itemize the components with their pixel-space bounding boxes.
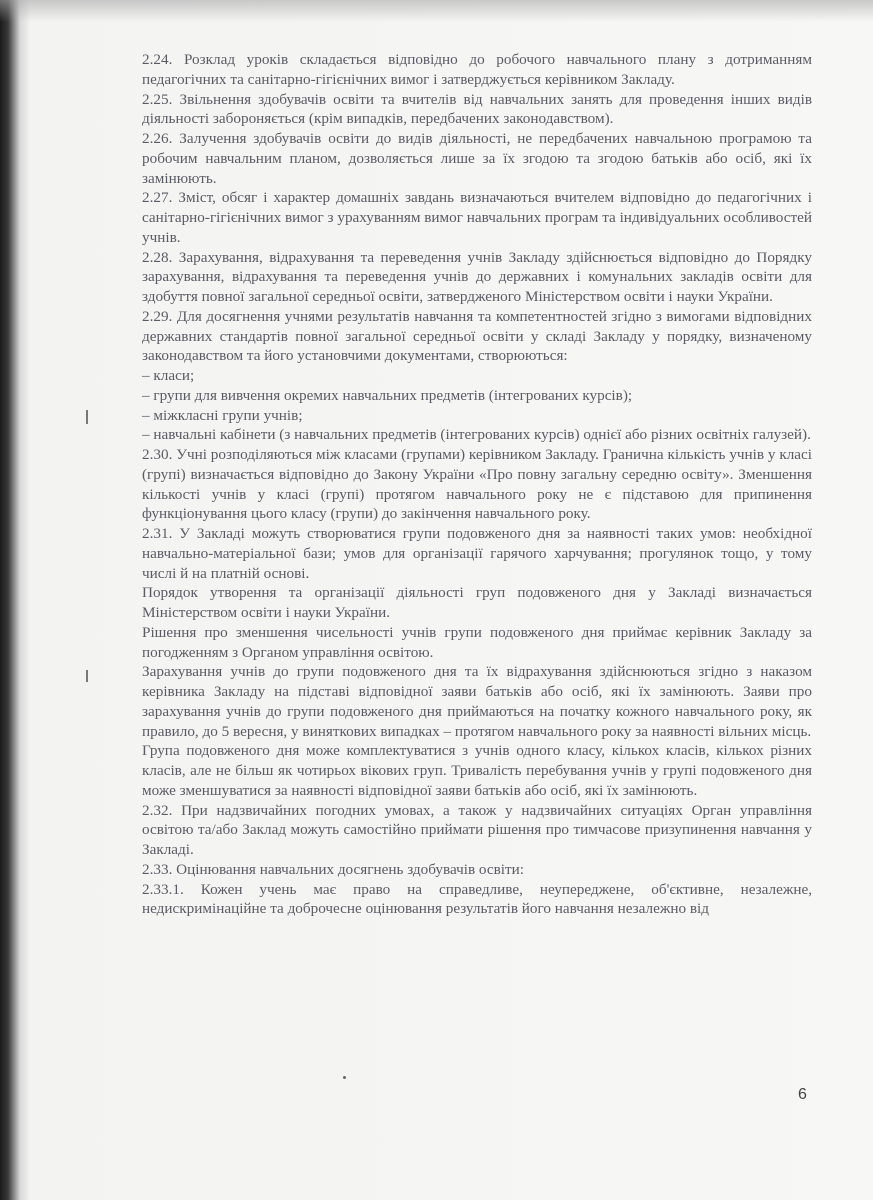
paragraph-2-28: 2.28. Зарахування, відрахування та переведення учнів Закладу здійснюється відповідно до Порядку зарахування, відрахування та переведення учнів до державних і комунальних закладів освіти для здобуття повної загальної середньої освіти, затвердженого Міністерством освіти і науки України. xyxy=(142,248,812,305)
paragraph-2-27: 2.27. Зміст, обсяг і характер домашніх завдань визначаються вчителем відповідно до педагогічних і санітарно-гігієнічних вимог з урахуванням вимог навчальних програм та індивідуальних особливостей учнів. xyxy=(142,189,812,246)
paragraph-2-33-1: 2.33.1. Кожен учень має право на справедливе, неупереджене, об'єктивне, незалежне, недискримінаційне та доброчесне оцінювання результатів його навчання незалежно від xyxy=(142,880,812,918)
paragraph-2-31: 2.31. У Закладі можуть створюватися групи подовженого дня за наявності таких умов: необхідної навчально-матеріальної бази; умов для організації гарячого харчування; прогулянок тощо, у тому числі й на платній основі. xyxy=(142,525,812,582)
scan-mark xyxy=(86,410,88,424)
list-item: – групи для вивчення окремих навчальних предметів (інтегрованих курсів); xyxy=(142,386,633,404)
list-item: – класи; xyxy=(142,367,195,384)
page-number: 6 xyxy=(798,1086,807,1103)
paragraph: Порядок утворення та організації діяльності груп подовженого дня у Закладі визначається Міністерством освіти і науки України. xyxy=(142,584,812,621)
scan-speck xyxy=(343,1076,346,1079)
paragraph-2-24: 2.24. Розклад уроків складається відповідно до робочого навчального плану з дотриманням педагогічних та санітарно-гігієнічних вимог і затверджується керівником Закладу. xyxy=(142,51,812,88)
document-body xyxy=(142,50,812,919)
scan-top-shadow xyxy=(0,0,873,22)
paragraph: Група подовженого дня може комплектуватися з учнів одного класу, кількох класів, кількох різних класів, але не більш як чотирьох вікових груп. Тривалість перебування учнів у групі подовженого дня може зменшуватися за наявності відповідної заяви батьків або осіб, які їх замінюють. xyxy=(142,742,812,799)
paragraph-2-26: 2.26. Залучення здобувачів освіти до видів діяльності, не передбачених навчальною програмою та робочим навчальним планом, дозволяється лише за їх згодою та згодою батьків або осіб, які їх замінюють. xyxy=(142,130,812,187)
paragraph-2-32: 2.32. При надзвичайних погодних умовах, а також у надзвичайних ситуаціях Орган управління освітою та/або Заклад можуть самостійно приймати рішення про тимчасове призупинення навчання у Закладі. xyxy=(142,801,812,858)
paragraph: Зарахування учнів до групи подовженого дня та їх відрахування здійснюються згідно з наказом керівника Закладу на підставі відповідної заяви батьків або осіб, які їх замінюють. Заяви про зарахування учнів до групи подовженого дня приймаються на початку кожного навчального року, як правило, до 5 вересня, у виняткових випадках – протягом навчального року за наявності вільних місць. xyxy=(142,663,812,740)
paragraph-2-25: 2.25. Звільнення здобувачів освіти та вчителів від навчальних занять для проведення інших видів діяльності забороняється (крім випадків, передбачених законодавством). xyxy=(142,90,812,128)
paragraph-2-30: 2.30. Учні розподіляються між класами (групами) керівником Закладу. Гранична кількість учнів у класі (групі) визначається відповідно до Закону України «Про повну загальну середню освіту». Зменшення кількості учнів у класі (групі) протягом навчального року не є підставою для припинення функціонування цього класу (групи) до закінчення навчального року. xyxy=(142,446,812,523)
list-item: – міжкласні групи учнів; xyxy=(142,406,303,424)
paragraph: Рішення про зменшення чисельності учнів групи подовженого дня приймає керівник Закладу за погодженням з Органом управління освітою. xyxy=(142,623,812,661)
list-item: – навчальні кабінети (з навчальних предметів (інтегрованих курсів) однієї або різних освітніх галузей). xyxy=(142,426,811,444)
paragraph-2-29: 2.29. Для досягнення учнями результатів навчання та компетентностей згідно з вимогами відповідних державних стандартів повної загальної середньої освіти у складі Закладу у порядку, визначеному законодавством та його установчими документами, створюються: xyxy=(142,307,812,365)
paragraph-2-33: 2.33. Оцінювання навчальних досягнень здобувачів освіти: xyxy=(142,860,525,878)
scan-mark xyxy=(86,670,88,682)
